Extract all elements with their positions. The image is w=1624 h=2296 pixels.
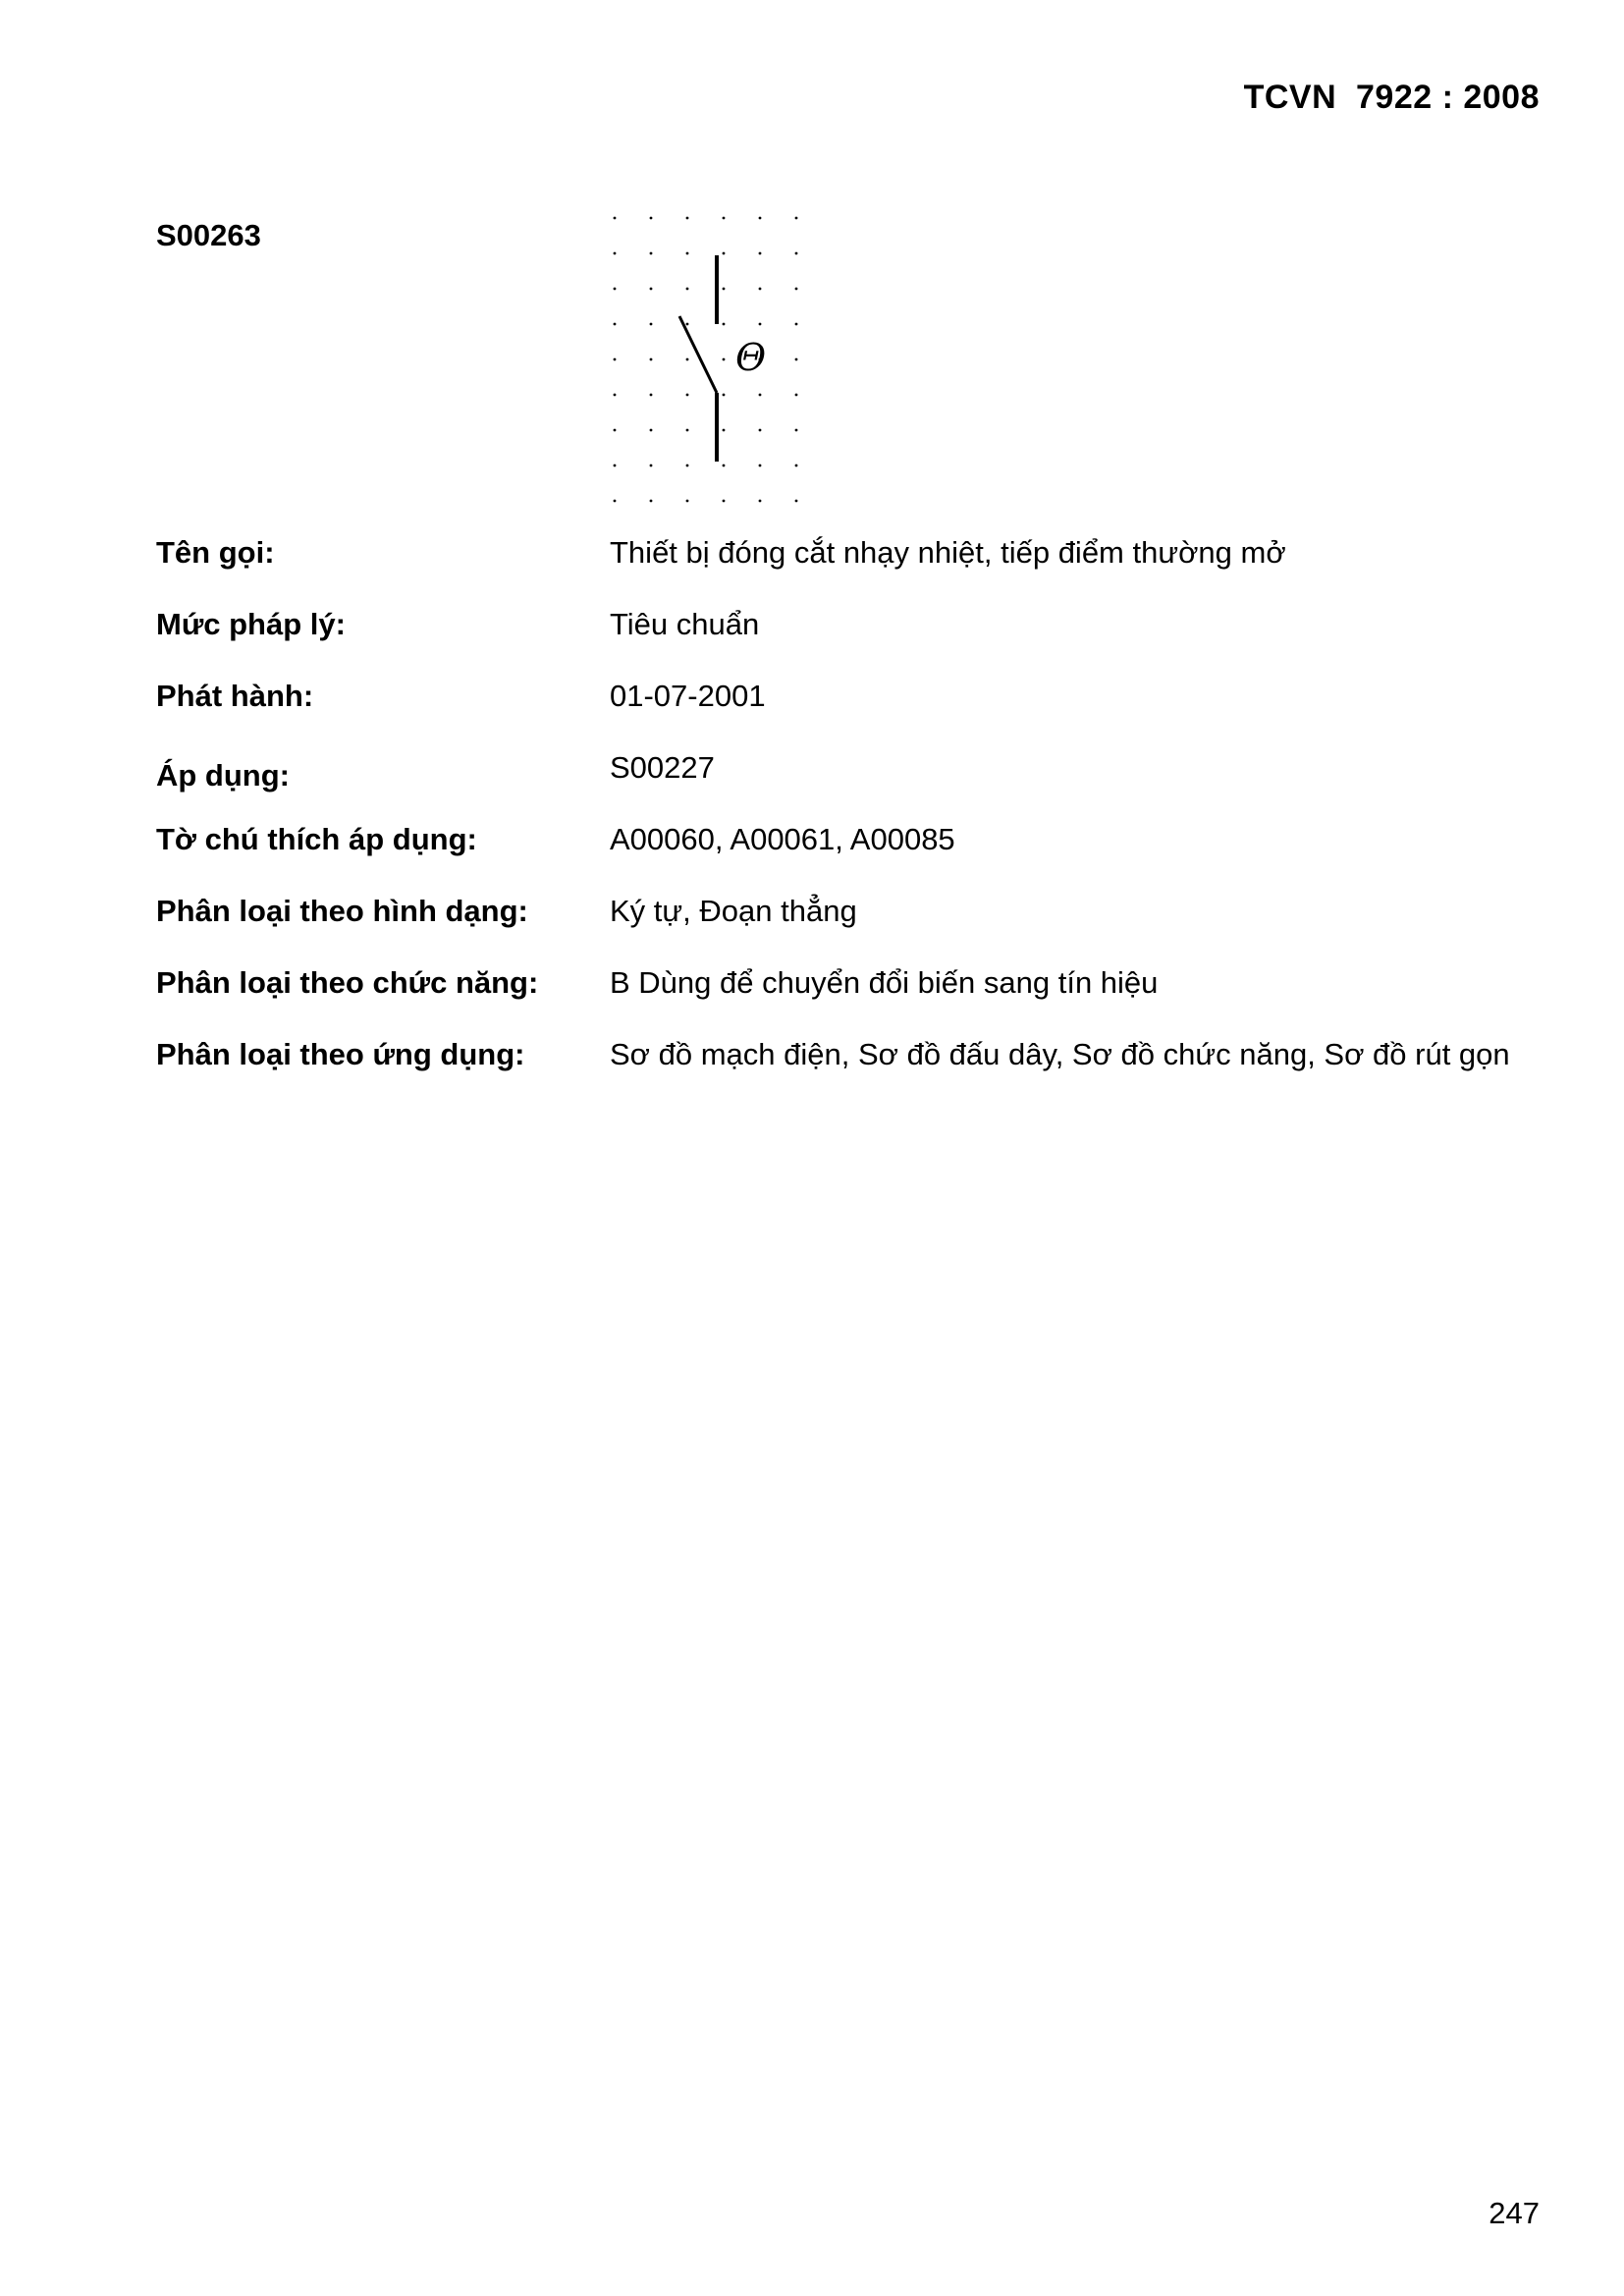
grid-dot [759, 465, 762, 467]
grid-dot [795, 500, 798, 503]
field-row-application-class [156, 1037, 1550, 1109]
grid-dot [723, 323, 726, 326]
grid-dot [650, 323, 653, 326]
grid-dot [614, 252, 617, 255]
grid-dot [795, 394, 798, 397]
grid-dot [650, 288, 653, 291]
grid-dot [614, 500, 617, 503]
grid-dot [795, 465, 798, 467]
field-value-issued: 01-07-2001 [610, 679, 766, 713]
grid-dot [795, 252, 798, 255]
grid-dot [650, 394, 653, 397]
grid-dot [686, 465, 689, 467]
field-value-legal-level: Tiêu chuẩn [610, 607, 760, 641]
field-row-issued [156, 679, 1550, 750]
grid-dot [795, 323, 798, 326]
grid-dot [614, 323, 617, 326]
grid-dot [614, 288, 617, 291]
grid-dot [614, 394, 617, 397]
field-row-annotation-sheets [156, 822, 1550, 894]
grid-dot [650, 217, 653, 220]
field-row-legal-level [156, 607, 1550, 679]
field-value-applies: S00227 [610, 750, 715, 785]
grid-dot [759, 394, 762, 397]
field-label-shape-class: Phân loại theo hình dạng: [156, 894, 528, 928]
field-label-annotation-sheets: Tờ chú thích áp dụng: [156, 822, 477, 856]
theta-glyph: Θ [735, 336, 767, 379]
field-label-legal-level: Mức pháp lý: [156, 607, 346, 641]
grid-dot [759, 288, 762, 291]
grid-dot [723, 217, 726, 220]
symbol-code: S00263 [156, 218, 261, 252]
grid-dot [650, 500, 653, 503]
grid-dot [723, 288, 726, 291]
grid-dot [723, 429, 726, 432]
grid-dot [686, 217, 689, 220]
grid-dot [686, 323, 689, 326]
grid-dot [723, 252, 726, 255]
grid-dot [723, 394, 726, 397]
grid-dot [759, 217, 762, 220]
field-label-application-class: Phân loại theo ứng dụng: [156, 1037, 525, 1071]
grid-dot [686, 500, 689, 503]
field-value-name: Thiết bị đóng cắt nhạy nhiệt, tiếp điểm thường mở [610, 535, 1286, 570]
page-number: 247 [1489, 2196, 1540, 2230]
grid-dot [650, 358, 653, 361]
grid-dot [650, 252, 653, 255]
field-row-shape-class [156, 894, 1550, 965]
standard-header: TCVN 7922 : 2008 [1243, 79, 1540, 116]
grid-dot [723, 358, 726, 361]
grid-dot [614, 358, 617, 361]
grid-dot [614, 217, 617, 220]
switch-blade-line [679, 316, 717, 393]
grid-dot [650, 429, 653, 432]
grid-dot [795, 358, 798, 361]
grid-dot [686, 394, 689, 397]
grid-dots [614, 217, 798, 503]
grid-dot [650, 465, 653, 467]
field-label-function-class: Phân loại theo chức năng: [156, 965, 539, 1000]
grid-dot [614, 465, 617, 467]
field-label-applies: Áp dụng: [156, 758, 291, 793]
field-label-name: Tên gọi: [156, 535, 275, 570]
grid-dot [723, 465, 726, 467]
field-row-name [156, 535, 1550, 607]
grid-dot [614, 429, 617, 432]
grid-dot [795, 217, 798, 220]
field-value-shape-class: Ký tự, Đoạn thẳng [610, 894, 857, 928]
field-value-annotation-sheets: A00060, A00061, A00085 [610, 822, 955, 856]
grid-dot [759, 323, 762, 326]
grid-dot [723, 500, 726, 503]
grid-dot [759, 429, 762, 432]
field-row-function-class [156, 965, 1550, 1037]
grid-dot [759, 252, 762, 255]
field-row-applies [156, 750, 1550, 822]
field-label-issued: Phát hành: [156, 679, 314, 713]
field-value-application-class: Sơ đồ mạch điện, Sơ đồ đấu dây, Sơ đồ chức năng, Sơ đồ rút gọn [610, 1037, 1510, 1071]
field-value-function-class: B Dùng để chuyển đổi biến sang tín hiệu [610, 965, 1159, 1000]
grid-dot [686, 358, 689, 361]
grid-dot [759, 500, 762, 503]
grid-dot [686, 252, 689, 255]
grid-dot [795, 429, 798, 432]
grid-dot [686, 429, 689, 432]
metadata-table [156, 535, 1550, 1109]
thermal-switch-symbol-icon [601, 208, 807, 508]
grid-dot [795, 288, 798, 291]
grid-dot [686, 288, 689, 291]
